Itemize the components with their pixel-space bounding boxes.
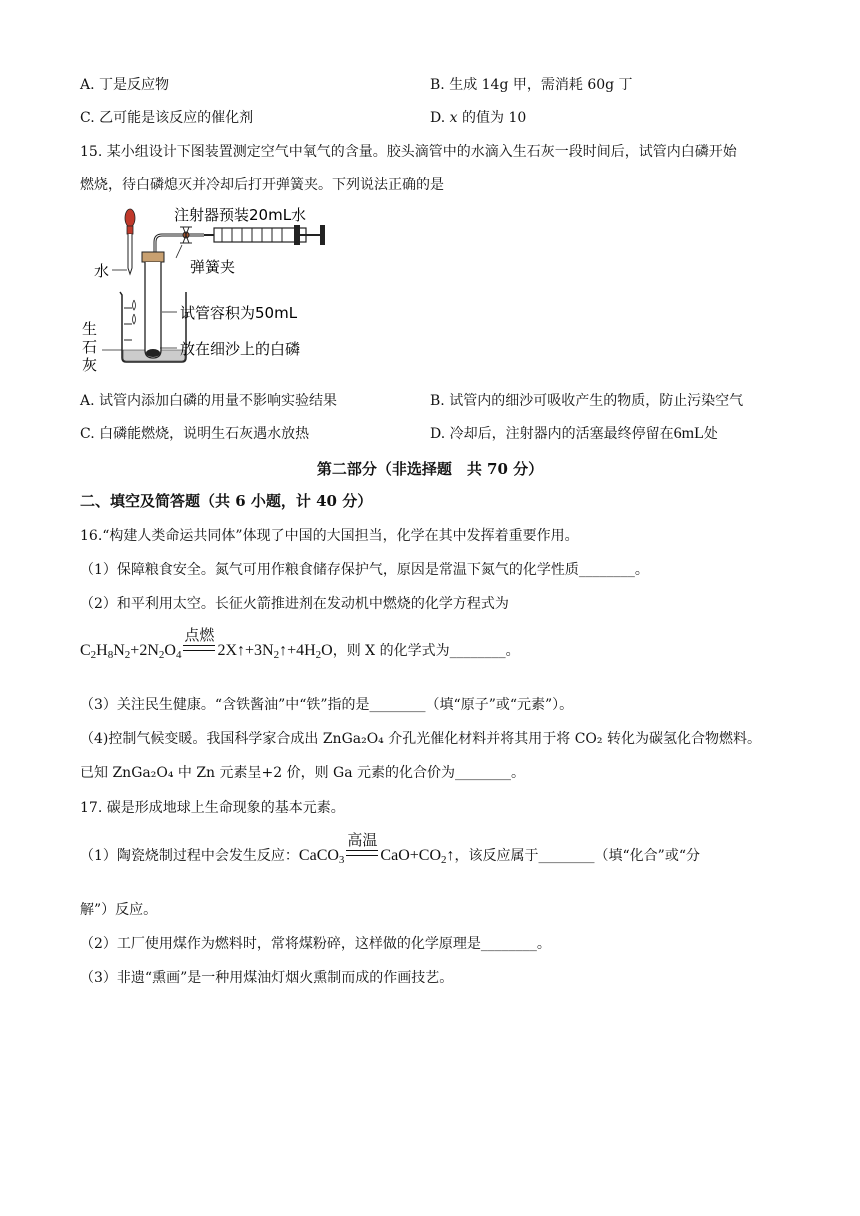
q17-stem: 17. 碳是形成地球上生命现象的基本元素。 <box>80 800 345 816</box>
q16-part1: （1）保障粮食安全。氮气可用作粮食储存保护气，原因是常温下氮气的化学性质________。 <box>80 562 649 578</box>
q14-option-b: B. 生成 14g 甲，需消耗 60g 丁 <box>430 77 633 93</box>
q16-part4-line1: （4)控制气候变暖。我国科学家合成出 ZnGa₂O₄ 介孔光催化材料并将其用于将 CO₂ 转化为碳氢化合物燃料。 <box>80 731 761 747</box>
q15-option-d <box>430 423 718 443</box>
apparatus-diagram <box>82 200 362 378</box>
q14-option-d <box>430 107 526 127</box>
q14-option-c: C. 乙可能是该反应的催化剂 <box>80 110 254 126</box>
q16-part3: （3）关注民生健康。“含铁酱油”中“铁”指的是________（填“原子”或“元素”）。 <box>80 697 574 713</box>
q16-stem: 16.“构建人类命运共同体”体现了中国的大国担当，化学在其中发挥着重要作用。 <box>80 528 579 544</box>
q17-part2: （2）工厂使用煤作为燃料时，常将煤粉碎，这样做的化学原理是________。 <box>80 936 551 952</box>
q14-option-a: A. 丁是反应物 <box>80 77 170 93</box>
q15-stem-line1: 15. 某小组设计下图装置测定空气中氧气的含量。胶头滴管中的水滴入生石灰一段时间后，试管内白磷开始 <box>80 144 737 160</box>
q14-option-d-prefix: D. <box>430 110 450 126</box>
q16-equation-line <box>80 628 520 661</box>
water-label: 水 <box>94 262 110 280</box>
q17-part1 <box>80 833 700 866</box>
q17-part1-prefix: （1）陶瓷烧制过程中会发生反应： <box>80 848 299 864</box>
ignite-condition: 点燃 <box>184 628 215 644</box>
q16-equation-tail: ，则 X 的化学式为________。 <box>332 643 520 659</box>
lime-label-3: 灰 <box>82 356 98 374</box>
q15-option-d-value: 6mL <box>673 425 704 442</box>
lime-label-2: 石 <box>82 338 98 356</box>
q17-part1-line2: 解”）反应。 <box>80 902 158 918</box>
q15-stem-line2: 燃烧，待白磷熄灭并冷却后打开弹簧夹。下列说法正确的是 <box>80 177 444 193</box>
q14-option-d-var: x <box>449 110 458 126</box>
syringe <box>204 225 325 245</box>
q15-option-d-prefix: D. 冷却后，注射器内的活塞最终停留在 <box>430 426 674 442</box>
q15-option-b: B. 试管内的细沙可吸收产生的物质，防止污染空气 <box>430 393 744 409</box>
high-temp-condition: 高温 <box>347 833 378 849</box>
syringe-label: 注射器预装20mL水 <box>174 206 307 224</box>
q15-option-a: A. 试管内添加白磷的用量不影响实验结果 <box>80 393 338 409</box>
calcination-equation: CaCO$_3$ 高温 $CaO+CO_2↑$ <box>299 847 455 864</box>
q14-option-d-suffix: 的值为 10 <box>457 110 527 126</box>
tube-volume-label: 试管容积为50mL <box>180 304 298 322</box>
q15-option-c: C. 白磷能燃烧，说明生石灰遇水放热 <box>80 426 310 442</box>
q17-part3: （3）非遗“熏画”是一种用煤油灯烟火熏制而成的作画技艺。 <box>80 970 454 986</box>
rocket-equation: $C_2H_8N_2+2N_2O_4$ 点燃 $2X↑+3N_2↑+4H_2O$ <box>80 642 333 659</box>
section2-title: 二、填空及简答题（共 6 小题，计 40 分） <box>80 492 373 510</box>
phosphorus-label: 放在细沙上的白磷 <box>180 340 301 358</box>
q16-part2: （2）和平利用太空。长征火箭推进剂在发动机中燃烧的化学方程式为 <box>80 596 509 612</box>
dropper <box>125 209 136 324</box>
q16-part4-line2: 已知 ZnGa₂O₄ 中 Zn 元素呈+2 价，则 Ga 元素的化合价为________。 <box>80 765 526 781</box>
clamp-label: 弹簧夹 <box>190 258 236 276</box>
part2-title: 第二部分（非选择题 共 70 分） <box>316 460 544 478</box>
q17-part1-suffix: ，该反应属于________（填“化合”或“分 <box>454 848 700 864</box>
lime-label-1: 生 <box>82 320 98 338</box>
q15-option-d-suffix: 处 <box>703 426 718 442</box>
